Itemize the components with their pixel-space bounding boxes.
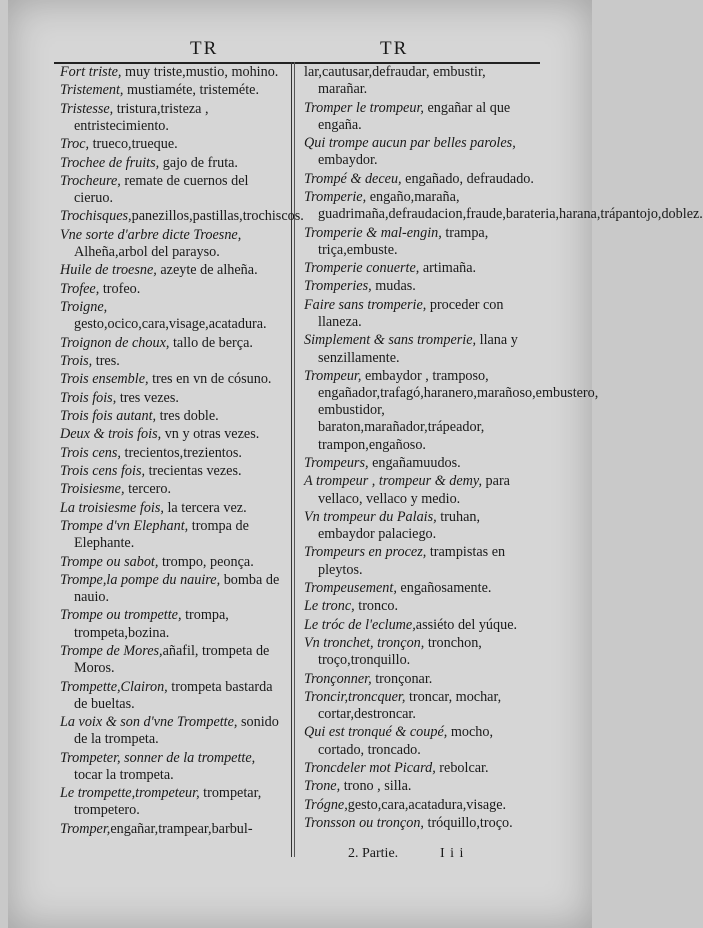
dictionary-entry [60,572,282,606]
dictionary-entry [304,671,534,688]
dictionary-entry [60,390,282,407]
column-divider [291,62,292,857]
dictionary-entry [60,262,282,279]
entry-headword: Trompe,la pompe du nauire, [60,571,221,588]
entry-definition: tres doble. [156,407,219,424]
entry-definition: muy triste,mustio, mohino. [121,64,279,80]
entry-definition: gesto,ocico,cara,visage,acatadura. [74,316,267,333]
entry-definition: engañado, defraudado. [401,170,534,187]
dictionary-entry [60,101,282,135]
entry-headword: Faire sans tromperie, [304,296,427,313]
dictionary-entry [60,481,282,498]
entry-headword: Troncdeler mot Picard, [304,760,436,777]
entry-headword: Tristement, [60,82,124,99]
entry-definition: trampistas en pleytos. [318,544,506,578]
dictionary-entry [60,408,282,425]
dictionary-entry [60,750,282,784]
dictionary-entry [60,353,282,370]
entry-headword: Qui trompe aucun par belles paroles, [304,135,516,152]
entry-definition: assiéto del yúque. [415,616,518,633]
entry-headword: Trompe ou sabot, [60,553,159,570]
entry-headword: La troisiesme fois, [60,499,164,516]
entry-headword: A trompeur , trompeur & demy, [304,473,482,490]
entry-headword: Tromperies, [304,278,372,295]
dictionary-entry [60,335,282,352]
dictionary-entry [60,426,282,443]
entry-definition: añafil, trompeta de Moros. [74,643,270,677]
entry-headword: Trompe ou trompette, [60,607,182,624]
dictionary-entry [60,299,282,333]
entry-definition: tres. [92,352,120,369]
entry-definition: trecientos,trezientos. [120,444,242,461]
dictionary-entry [60,64,282,81]
entry-definition: trompa de Elephante. [74,518,249,552]
entry-headword: La voix & son d'vne Trompette, [60,714,238,731]
dictionary-entry [304,188,703,223]
running-header [58,38,538,62]
entry-headword: Tronçonner, [304,670,372,687]
entry-headword: Trompeurs, [304,455,369,472]
entry-definition: tristura,tristeza , entristecimiento. [74,100,209,134]
dictionary-entry [304,797,534,814]
dictionary-entry [304,260,534,277]
entry-headword: Trois fois autant, [60,407,157,424]
dictionary-entry [304,778,534,795]
entry-definition: tercero. [124,481,171,498]
entry-definition: embaydor. [318,152,378,169]
entry-definition: la tercera vez. [163,499,247,516]
right-column [304,64,703,833]
dictionary-entry [60,643,282,677]
dictionary-entry [60,714,282,748]
dictionary-entry [60,371,282,388]
entry-definition: gajo de fruta. [159,154,238,171]
dictionary-entry [304,278,534,295]
dictionary-entry [60,518,282,552]
entry-definition: tronco. [354,598,399,615]
dictionary-entry [304,635,534,669]
dictionary-entry [60,821,282,838]
entry-headword: Tromperie conuerte, [304,260,420,277]
dictionary-entry [60,463,282,480]
entry-headword: Le trompette,trompeteur, [60,785,200,802]
entry-headword: Trois cens, [60,444,121,461]
dictionary-entry [60,136,282,153]
entry-headword: Simplement & sans tromperie, [304,332,477,349]
dictionary-entry [60,173,282,207]
entry-headword: Trompe d'vn Elephant, [60,518,189,535]
dictionary-entry [304,297,534,331]
entry-headword: Trompé & deceu, [304,170,402,187]
entry-headword: Tromperie & mal-engin, [304,224,442,241]
entry-definition: embaydor , tramposo, engañador,trafagó,haranero,marañoso,embustero, embustidor, baraton,marañador,trápeador, trampon,engañoso. [318,367,599,453]
entry-definition: tronçonar. [371,670,433,687]
entry-definition: engañar al que engaña. [318,99,511,133]
entry-definition: mocho, cortado, troncado. [318,724,494,758]
dictionary-entry [60,208,304,225]
dictionary-entry [60,554,282,571]
dictionary-entry [304,509,534,543]
entry-headword: Troignon de choux, [60,334,170,351]
left-column [60,64,304,839]
dictionary-entry [304,724,534,758]
entry-headword: Trompeusement, [304,580,397,596]
entry-headword: Huile de troesne, [60,262,157,279]
entry-definition: rebolcar. [435,760,489,777]
dictionary-entry [304,580,534,597]
entry-definition: tres en vn de cósuno. [148,371,272,388]
dictionary-entry [304,367,599,454]
entry-definition: tróquillo,troço. [423,815,513,832]
dictionary-entry [60,82,282,99]
dictionary-entry [304,225,534,259]
entry-definition: bomba de nauio. [74,571,280,606]
entry-definition: tocar la trompeta. [74,766,174,783]
entry-headword: Trompeurs en procez, [304,544,427,561]
footer-signature: I i i [440,846,465,861]
entry-definition: trueco,trueque. [89,136,178,153]
entry-headword: Trompette,Clairon, [60,678,168,695]
entry-definition: artimaña. [419,260,477,277]
entry-definition: tallo de berça. [169,334,253,351]
entry-definition: tres vezes. [116,389,179,406]
entry-headword: Vn tronchet, tronçon, [304,635,425,652]
dictionary-entry [304,544,534,578]
entry-definition: trofeo. [99,280,141,297]
header-left: TR [190,38,219,59]
dictionary-entry [304,332,534,366]
entry-headword: Trompe de Mores, [60,643,163,660]
entry-headword: Trois, [60,352,93,369]
entry-headword: Le tronc, [304,598,355,615]
entry-headword: Trochisques, [60,208,132,225]
entry-headword: Trógne, [304,796,348,813]
dictionary-entry [60,155,282,172]
dictionary-entry [304,617,534,634]
dictionary-entry [60,227,282,261]
dictionary-entry [60,607,282,641]
entry-headword: Trochee de fruits, [60,154,160,171]
dictionary-entry [60,785,282,819]
dictionary-entry [304,689,534,723]
dictionary-entry [304,64,534,98]
entry-headword: Vne sorte d'arbre dicte Troesne, [60,226,242,243]
entry-headword: Trois cens fois, [60,463,146,479]
header-right: TR [380,38,409,59]
page-footer [348,846,528,866]
entry-definition: trompeta bastarda de bueltas. [74,678,273,712]
entry-headword: Trone, [304,778,341,795]
entry-headword: Trompeter, sonner de la trompette, [60,749,256,766]
entry-headword: Tronsson ou tronçon, [304,815,424,832]
entry-headword: Trompeur, [304,367,362,384]
entry-definition: sonido de la trompeta. [74,714,279,748]
entry-definition: gesto,cara,acatadura,visage. [347,796,507,813]
entry-headword: Troisiesme, [60,481,125,498]
dictionary-entry [304,455,534,472]
dictionary-entry [60,445,282,462]
entry-headword: Qui est tronqué & coupé, [304,724,448,741]
entry-definition: trompo, peonça. [158,553,254,570]
book-page [8,0,703,928]
entry-definition: proceder con llaneza. [318,296,504,330]
entry-definition: troncar, mochar, cortar,destroncar. [318,688,502,723]
entry-headword: Tristesse, [60,100,114,117]
entry-headword: Trois ensemble, [60,371,149,388]
entry-headword: Troc, [60,136,90,153]
entry-definition: azeyte de alheña. [156,262,258,279]
entry-headword: Troigne, [60,299,108,316]
dictionary-entry [60,500,282,517]
entry-definition: trompetar, trompetero. [74,785,262,819]
entry-definition: lar,cautusar,defraudar, embustir, marañar. [304,64,486,98]
dictionary-entry [60,679,282,713]
dictionary-entry [304,100,534,134]
entry-definition: trompa, trompeta,bozina. [74,607,229,641]
entry-headword: Tromperie, [304,188,367,205]
entry-definition: truhan, embaydor palaciego. [318,508,481,543]
dictionary-entry [304,135,534,169]
entry-headword: Tromper, [60,820,111,837]
dictionary-entry [60,281,282,298]
entry-definition: remate de cuernos del cieruo. [74,172,249,207]
entry-definition: trecientas vezes. [145,463,242,479]
entry-headword: Tromper le trompeur, [304,99,424,116]
entry-headword: Trocheure, [60,172,121,189]
entry-definition: mudas. [371,278,416,295]
entry-headword: Troncir,troncquer, [304,688,406,705]
entry-definition: engañamuudos. [368,455,461,472]
entry-definition: llana y senzillamente. [318,332,518,366]
entry-headword: Le tróc de l'eclume, [304,616,416,633]
column-divider-inner [294,62,295,857]
entry-definition: panezillos,pastillas,trochiscos. [131,208,304,225]
entry-definition: Alheña,arbol del parayso. [74,244,220,261]
footer-part: 2. Partie. [348,846,399,861]
entry-definition: mustiaméte, tristeméte. [123,82,259,99]
entry-headword: Vn trompeur du Palais, [304,508,437,525]
entry-headword: Fort triste, [60,64,122,80]
entry-headword: Deux & trois fois, [60,426,162,443]
dictionary-entry [304,815,534,832]
entry-definition: trono , silla. [340,778,412,795]
entry-definition: para vellaco, vellaco y medio. [318,473,510,507]
entry-definition: tronchon, troço,tronquillo. [318,635,482,669]
dictionary-entry [304,760,534,777]
entry-definition: vn y otras vezes. [161,426,260,443]
entry-headword: Trois fois, [60,389,117,406]
dictionary-entry [304,598,534,615]
entry-definition: engañar,trampear,barbul- [110,820,253,837]
entry-definition: trampa, triça,embuste. [318,224,489,258]
entry-definition: engaño,maraña, guadrimaña,defraudacion,fraude,barateria,harana,trápantojo,doblez. [318,188,703,223]
dictionary-entry [304,171,534,188]
entry-definition: engañosamente. [396,580,492,596]
entry-headword: Trofee, [60,280,100,297]
dictionary-entry [304,473,534,507]
